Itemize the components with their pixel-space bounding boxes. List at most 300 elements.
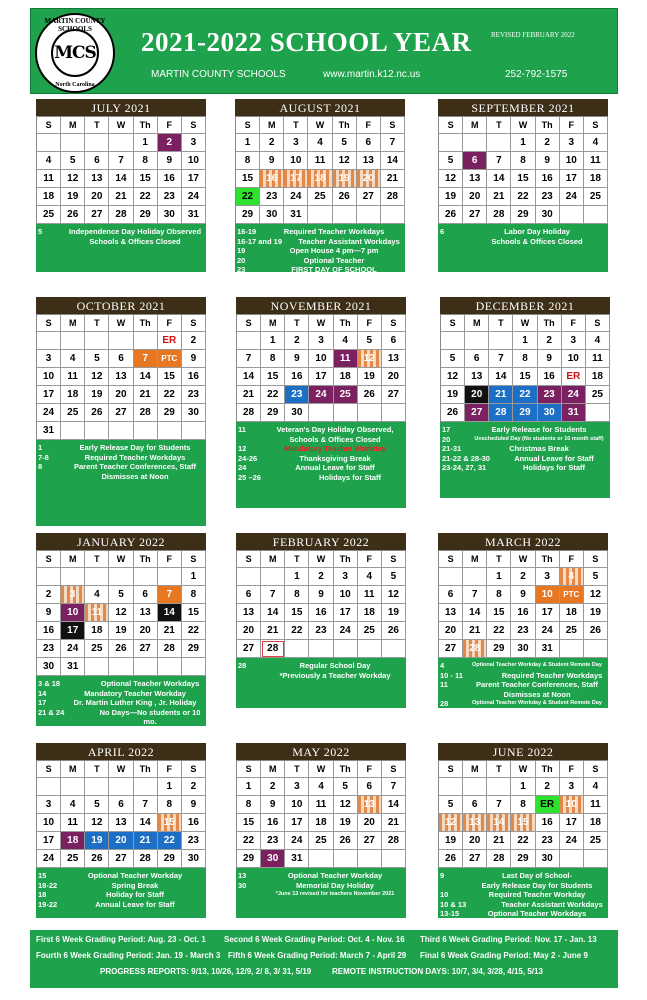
day-cell: 16: [182, 814, 206, 832]
note-date: 17: [38, 698, 47, 707]
day-cell: 2: [536, 134, 560, 152]
day-header: T: [487, 551, 511, 568]
day-cell: 15: [513, 368, 537, 386]
day-cell: 28: [158, 640, 182, 658]
day-cell: 19: [358, 368, 382, 386]
day-cell: 21: [463, 622, 487, 640]
day-cell: 24: [309, 386, 333, 404]
month-notes: [36, 440, 206, 526]
day-cell: 25: [308, 188, 332, 206]
day-cell: 26: [441, 404, 465, 422]
note-text: Annual Leave for Staff: [295, 463, 375, 472]
day-header: W: [511, 117, 535, 134]
day-cell: 5: [382, 568, 406, 586]
day-cell: 17: [284, 170, 308, 188]
empty-cell: [237, 332, 261, 350]
day-cell: 30: [511, 640, 535, 658]
day-cell: 4: [586, 332, 610, 350]
day-cell: 6: [85, 152, 109, 170]
day-cell: 1: [511, 778, 535, 796]
day-cell: 31: [562, 404, 586, 422]
day-cell: 13: [357, 152, 381, 170]
day-cell: 4: [358, 568, 382, 586]
day-cell: 10: [37, 814, 61, 832]
note-row: [438, 671, 608, 681]
day-cell: 29: [134, 206, 158, 224]
day-header: M: [260, 117, 284, 134]
day-header: W: [511, 551, 535, 568]
day-header: S: [586, 315, 610, 332]
day-cell: 9: [182, 350, 206, 368]
day-cell: 3: [182, 134, 206, 152]
day-cell: 18: [334, 368, 358, 386]
day-cell: 20: [463, 832, 487, 850]
empty-cell: [382, 404, 406, 422]
day-cell: 19: [439, 188, 463, 206]
note-date: 18-22: [38, 880, 58, 890]
month-december-2021: [440, 297, 610, 498]
day-cell: 4: [334, 332, 358, 350]
note-text: Regular School Day: [299, 661, 371, 670]
month-october-2021: [36, 297, 206, 526]
empty-cell: [61, 422, 85, 440]
month-grid: [36, 760, 206, 868]
day-cell: 13: [109, 814, 133, 832]
day-cell: 12: [109, 604, 133, 622]
note-row: [36, 708, 206, 727]
day-cell: 20: [237, 622, 261, 640]
day-cell: 1: [134, 134, 158, 152]
day-cell: 2: [285, 332, 309, 350]
day-cell: 29: [487, 640, 511, 658]
day-cell: 18: [37, 188, 61, 206]
note-row: [236, 463, 406, 473]
day-header: F: [358, 551, 382, 568]
day-cell: 3: [284, 134, 308, 152]
day-cell: 23: [182, 832, 206, 850]
day-cell: 9: [536, 152, 560, 170]
day-cell: 9: [285, 350, 309, 368]
day-cell: 30: [285, 404, 309, 422]
day-cell: 30: [536, 206, 560, 224]
day-cell: 22: [261, 386, 285, 404]
day-cell: 8: [487, 586, 511, 604]
day-header: Th: [334, 551, 358, 568]
day-cell: 17: [536, 604, 560, 622]
day-header: S: [584, 551, 608, 568]
day-cell: 1: [285, 568, 309, 586]
day-header: F: [560, 761, 584, 778]
note-date: 10 & 13: [440, 899, 467, 909]
day-cell: 18: [85, 622, 109, 640]
empty-cell: [584, 640, 608, 658]
day-cell: 22: [487, 622, 511, 640]
day-cell: 8: [182, 586, 206, 604]
note-text: Teacher Assistant Workdays: [501, 899, 603, 909]
day-cell: 24: [536, 622, 560, 640]
day-cell: 17: [560, 170, 584, 188]
day-cell: 14: [487, 814, 511, 832]
day-cell: 14: [489, 368, 513, 386]
day-cell: 29: [513, 404, 537, 422]
note-date: 13: [238, 871, 247, 880]
day-cell: 24: [334, 622, 358, 640]
note-row: [440, 454, 610, 464]
day-cell: 14: [134, 368, 158, 386]
day-cell: 25: [560, 622, 584, 640]
day-cell: 3: [560, 778, 584, 796]
day-cell: 5: [439, 796, 463, 814]
day-cell: 3: [61, 586, 85, 604]
empty-cell: [61, 332, 85, 350]
grading-period-1: First 6 Week Grading Period: Aug. 23 - Oct. 1: [36, 935, 206, 944]
day-cell: 29: [236, 206, 260, 224]
note-text: Optional Teacher Workday: [287, 871, 383, 880]
day-header: M: [261, 761, 285, 778]
day-cell: 27: [465, 404, 489, 422]
day-cell: 24: [61, 640, 85, 658]
month-title: AUGUST 2021: [235, 99, 405, 116]
note-row: [440, 435, 610, 445]
day-cell: 14: [134, 814, 158, 832]
day-header: M: [463, 551, 487, 568]
empty-cell: [109, 658, 133, 676]
note-date: 3 & 18: [38, 679, 61, 688]
note-row: [36, 881, 206, 891]
day-cell: 15: [158, 814, 182, 832]
day-cell: 6: [463, 152, 487, 170]
day-cell: 18: [309, 814, 333, 832]
note-date: 16-19: [237, 227, 257, 236]
day-cell: 17: [309, 368, 333, 386]
day-cell: 22: [134, 188, 158, 206]
day-cell: 4: [61, 796, 85, 814]
day-cell: 3: [536, 568, 560, 586]
month-grid: [36, 314, 206, 440]
day-cell: 16: [182, 368, 206, 386]
day-cell: 11: [37, 170, 61, 188]
day-cell: 14: [237, 368, 261, 386]
day-header: S: [182, 551, 206, 568]
month-june-2022: [438, 743, 608, 918]
month-title: JULY 2021: [36, 99, 206, 116]
day-cell: 14: [463, 604, 487, 622]
day-cell: 9: [309, 586, 333, 604]
day-header: Th: [536, 551, 560, 568]
day-cell: 15: [511, 814, 535, 832]
month-title: OCTOBER 2021: [36, 297, 206, 314]
note-date: 6: [440, 227, 445, 236]
empty-cell: [334, 640, 358, 658]
day-cell: 7: [489, 350, 513, 368]
note-text: Schools & Offices Closed: [491, 236, 583, 246]
day-header: T: [284, 117, 308, 134]
day-cell: 30: [261, 850, 285, 868]
note-text: Optional Teacher Workday & Student Remote Day: [472, 662, 602, 668]
note-row: [236, 871, 406, 881]
note-text: Parent Teacher Conferences, Staff: [476, 680, 598, 689]
day-cell: 15: [285, 604, 309, 622]
note-date: [38, 472, 66, 482]
empty-cell: [85, 422, 109, 440]
day-cell: 5: [85, 796, 109, 814]
day-cell: 11: [584, 796, 608, 814]
day-cell: 19: [441, 386, 465, 404]
day-cell: 29: [511, 206, 535, 224]
note-date: 15: [38, 871, 47, 880]
day-cell: 8: [158, 796, 182, 814]
note-text: Holidays for Staff: [522, 463, 586, 472]
empty-cell: [158, 568, 182, 586]
day-header: F: [158, 117, 182, 134]
day-cell: 17: [37, 386, 61, 404]
day-header: S: [382, 551, 406, 568]
logo-ring-top: MARTIN COUNTY SCHOOLS: [44, 17, 106, 33]
day-header: F: [358, 761, 382, 778]
note-text: Required Teacher Workday: [488, 890, 586, 899]
day-cell: 10: [560, 796, 584, 814]
remote-days: REMOTE INSTRUCTION DAYS: 10/7, 3/4, 3/28, 4/15, 5/13: [332, 967, 543, 976]
month-grid: [236, 760, 406, 868]
day-cell: 4: [560, 568, 584, 586]
grading-period-4: Fourth 6 Week Grading Period: Jan. 19 - March 3: [36, 951, 221, 960]
empty-cell: [158, 658, 182, 676]
day-header: W: [511, 761, 535, 778]
month-november-2021: [236, 297, 406, 508]
day-cell: 27: [439, 640, 463, 658]
note-text: Memorial Day Holiday: [296, 880, 374, 890]
month-title: JUNE 2022: [438, 743, 608, 760]
note-date: 28: [440, 699, 449, 708]
day-cell: 13: [237, 604, 261, 622]
day-cell: 31: [61, 658, 85, 676]
day-cell: 21: [261, 622, 285, 640]
day-cell: 18: [560, 604, 584, 622]
day-cell: 4: [584, 778, 608, 796]
month-may-2022: [236, 743, 406, 918]
day-header: S: [37, 117, 61, 134]
day-header: M: [61, 551, 85, 568]
note-row: [36, 443, 206, 453]
note-row: [236, 435, 406, 445]
day-cell: 28: [381, 188, 405, 206]
day-cell: 20: [439, 622, 463, 640]
day-cell: 22: [237, 832, 261, 850]
day-cell: 17: [37, 832, 61, 850]
day-cell: 20: [382, 368, 406, 386]
note-date: 21-31: [442, 444, 462, 453]
day-cell: 20: [134, 622, 158, 640]
day-cell: 14: [109, 170, 133, 188]
day-cell: 14: [487, 170, 511, 188]
day-cell: 8: [134, 152, 158, 170]
note-date: 10 - 11: [440, 670, 463, 680]
day-cell: 5: [439, 152, 463, 170]
day-cell: 28: [489, 404, 513, 422]
month-notes: [438, 658, 608, 708]
day-cell: 16: [536, 814, 560, 832]
day-cell: 5: [109, 586, 133, 604]
day-cell: 19: [61, 188, 85, 206]
empty-cell: [109, 778, 133, 796]
note-date: 19: [237, 246, 246, 255]
day-cell: 20: [358, 814, 382, 832]
empty-cell: [439, 134, 463, 152]
day-cell: 19: [439, 832, 463, 850]
day-header: S: [439, 761, 463, 778]
day-cell: 5: [333, 134, 357, 152]
day-cell: 21: [381, 170, 405, 188]
day-cell: 2: [182, 778, 206, 796]
month-title: SEPTEMBER 2021: [438, 99, 608, 116]
empty-cell: [463, 778, 487, 796]
day-cell: 27: [109, 404, 133, 422]
note-row: [440, 463, 610, 473]
district-url[interactable]: www.martin.k12.nc.us: [323, 69, 421, 80]
day-header: F: [158, 551, 182, 568]
grading-period-6: Final 6 Week Grading Period: May 2 - June 9: [420, 951, 588, 960]
day-cell: 18: [584, 814, 608, 832]
note-date: 8: [38, 462, 43, 471]
note-text: Schools & Offices Closed: [289, 434, 381, 444]
day-cell: 15: [182, 604, 206, 622]
day-cell: 21: [237, 386, 261, 404]
day-cell: 16: [536, 170, 560, 188]
note-row: [438, 227, 608, 237]
day-cell: 28: [382, 832, 406, 850]
note-text: Annual Leave for Staff: [95, 899, 175, 909]
day-header: S: [237, 761, 261, 778]
day-cell: 17: [182, 170, 206, 188]
logo-ring-bottom: North Carolina: [55, 82, 95, 88]
day-header: F: [158, 315, 182, 332]
note-row: [235, 227, 405, 237]
day-cell: 7: [158, 586, 182, 604]
day-cell: 26: [439, 206, 463, 224]
day-header: S: [237, 551, 261, 568]
empty-cell: [85, 568, 109, 586]
day-header: T: [85, 761, 109, 778]
day-cell: 10: [285, 796, 309, 814]
note-row: [235, 246, 405, 256]
note-date: 24: [238, 463, 247, 472]
day-cell: 4: [584, 134, 608, 152]
empty-cell: [109, 422, 133, 440]
day-header: W: [109, 315, 133, 332]
note-text: No Days—No students or 10 mo.: [99, 707, 201, 726]
day-header: S: [584, 761, 608, 778]
empty-cell: [333, 206, 357, 224]
day-header: M: [463, 761, 487, 778]
month-title: NOVEMBER 2021: [236, 297, 406, 314]
day-cell: 17: [334, 604, 358, 622]
note-date: 16-17 and 19: [237, 236, 283, 246]
note-date: 12: [238, 444, 247, 453]
day-header: W: [309, 761, 333, 778]
month-title: FEBRUARY 2022: [236, 533, 406, 550]
note-row: [236, 890, 406, 900]
note-row: [438, 690, 608, 700]
day-cell: 18: [586, 368, 610, 386]
day-cell: 22: [285, 622, 309, 640]
day-cell: 26: [439, 850, 463, 868]
day-cell: 19: [85, 386, 109, 404]
note-text: Dismisses at Noon: [101, 471, 169, 481]
note-date: 23-24, 27, 31: [442, 463, 487, 472]
empty-cell: [334, 850, 358, 868]
day-cell: 23: [261, 832, 285, 850]
day-cell: 22: [513, 386, 537, 404]
day-cell: 21: [487, 832, 511, 850]
day-header: F: [560, 551, 584, 568]
empty-cell: [85, 134, 109, 152]
day-cell: 5: [61, 152, 85, 170]
day-cell: 28: [463, 640, 487, 658]
day-cell: 27: [463, 850, 487, 868]
day-header: S: [182, 315, 206, 332]
day-header: S: [439, 551, 463, 568]
day-header: Th: [334, 315, 358, 332]
empty-cell: [586, 404, 610, 422]
day-header: Th: [134, 315, 158, 332]
day-cell: 12: [441, 368, 465, 386]
day-cell: 18: [358, 604, 382, 622]
day-header: M: [465, 315, 489, 332]
note-date: 17: [442, 425, 451, 434]
day-header: Th: [134, 117, 158, 134]
day-cell: 27: [382, 386, 406, 404]
empty-cell: [158, 422, 182, 440]
page-title: 2021-2022 SCHOOL YEAR: [141, 27, 472, 57]
day-cell: 15: [487, 604, 511, 622]
day-cell: 19: [333, 170, 357, 188]
day-cell: 4: [61, 350, 85, 368]
day-cell: 11: [309, 796, 333, 814]
empty-cell: [465, 332, 489, 350]
note-row: [438, 900, 608, 910]
day-cell: 23: [536, 188, 560, 206]
day-cell: 28: [261, 640, 285, 658]
note-row: [36, 871, 206, 881]
day-cell: 22: [158, 386, 182, 404]
month-april-2022: [36, 743, 206, 918]
day-cell: 26: [85, 850, 109, 868]
day-cell: 3: [37, 796, 61, 814]
day-cell: 6: [109, 350, 133, 368]
day-cell: 20: [463, 188, 487, 206]
day-cell: 31: [182, 206, 206, 224]
day-cell: 14: [158, 604, 182, 622]
note-row: [440, 444, 610, 454]
day-cell: 15: [236, 170, 260, 188]
day-header: M: [261, 551, 285, 568]
day-cell: 20: [85, 188, 109, 206]
day-cell: 27: [237, 640, 261, 658]
day-cell: 1: [487, 568, 511, 586]
note-date: 18: [38, 890, 47, 899]
month-notes: [36, 676, 206, 726]
month-july-2021: [36, 99, 206, 272]
note-text: Dr. Martin Luther King , Jr. Holiday: [73, 698, 197, 707]
day-cell: 10: [182, 152, 206, 170]
day-cell: 12: [439, 170, 463, 188]
note-row: [36, 698, 206, 708]
day-cell: 28: [487, 206, 511, 224]
day-cell: 8: [511, 796, 535, 814]
day-cell: 12: [439, 814, 463, 832]
empty-cell: [109, 568, 133, 586]
month-notes: [438, 868, 608, 918]
